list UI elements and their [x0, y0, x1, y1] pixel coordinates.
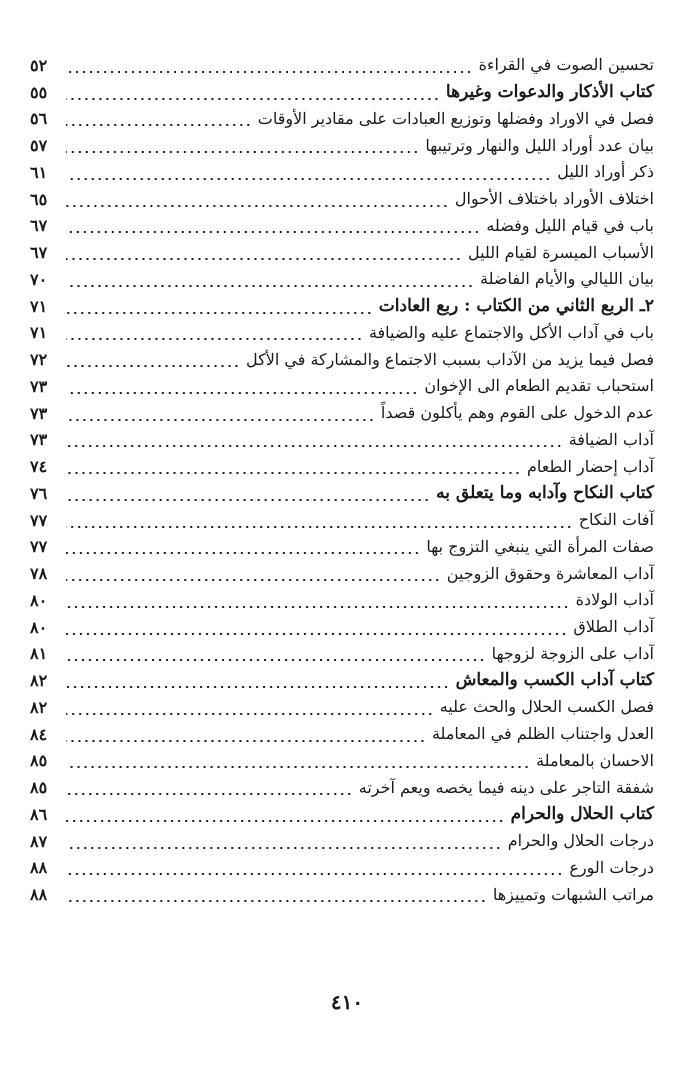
toc-entry	[30, 239, 654, 266]
toc-entry	[30, 721, 654, 748]
toc-entry-page: ٨٥	[30, 751, 48, 771]
toc-entry	[30, 694, 654, 721]
toc-entry-page: ٨٧	[30, 831, 48, 851]
toc-entry-title: درجات الحلال والحرام	[504, 833, 654, 849]
toc-entry-title: الاحسان بالمعاملة	[532, 753, 654, 769]
toc-entry	[30, 132, 654, 159]
toc-entry	[30, 266, 654, 293]
toc-entry	[30, 774, 654, 801]
dot-leader	[66, 445, 563, 447]
dot-leader	[66, 419, 375, 421]
toc-entry-title: باب في قيام الليل وفضله	[482, 218, 654, 234]
toc-entry	[30, 106, 654, 133]
toc-entry	[30, 614, 654, 641]
toc-entry-title: ذكر أوراد الليل	[553, 164, 654, 180]
toc-entry-page: ٧٨	[30, 564, 48, 584]
toc-entry	[30, 748, 654, 775]
dot-leader	[66, 633, 567, 635]
toc-section-heading	[30, 293, 654, 320]
toc-entry	[30, 373, 654, 400]
toc-entry-title: شفقة التاجر على دينه فيما يخصه ويعم آخرته	[355, 780, 654, 796]
toc-entry-page: ٨٨	[30, 858, 48, 878]
toc-entry-page: ٨٥	[30, 778, 48, 798]
dot-leader	[66, 178, 551, 180]
toc-entry-title: فصل في الاوراد وفضلها وتوزيع العبادات على مقادير الأوقات	[254, 111, 654, 127]
dot-leader	[66, 659, 486, 661]
toc-entry-title: مراتب الشبهات وتمييزها	[489, 887, 654, 903]
toc-entry-page: ٨٠	[30, 617, 48, 637]
toc-entry-page: ٧٣	[30, 376, 48, 396]
dot-leader	[66, 499, 430, 501]
toc-section-heading	[30, 79, 654, 106]
dot-leader	[66, 686, 450, 688]
toc-entry-title: تحسين الصوت في القراءة	[475, 57, 654, 73]
toc-entry	[30, 52, 654, 79]
toc-entry-page: ٦١	[30, 162, 48, 182]
toc-entry	[30, 855, 654, 882]
dot-leader	[66, 526, 573, 528]
toc-entry-title: بيان عدد أوراد الليل والنهار وترتيبها	[421, 138, 654, 154]
toc-entry	[30, 346, 654, 373]
dot-leader	[66, 820, 505, 822]
toc-entry-page: ٨٠	[30, 590, 48, 610]
toc-entry-title: فصل فيما يزيد من الآداب بسبب الاجتماع والمشاركة في الأكل	[242, 352, 654, 368]
toc-entry-page: ٨٢	[30, 697, 48, 717]
toc-entry-title: كتاب الحلال والحرام	[507, 806, 654, 823]
toc-entry-title: كتاب آداب الكسب والمعاش	[452, 672, 654, 689]
toc-entry-page: ٨٨	[30, 885, 48, 905]
toc-entry-title: ٢ـ الربع الثاني من الكتاب : ربع العادات	[375, 298, 654, 315]
toc-section-heading	[30, 801, 654, 828]
toc-entry-page: ٧٤	[30, 457, 48, 477]
dot-leader	[66, 258, 462, 260]
toc-entry	[30, 587, 654, 614]
dot-leader	[66, 766, 530, 768]
toc-section-heading	[30, 480, 654, 507]
dot-leader	[66, 365, 240, 367]
toc-entry-page: ٧٧	[30, 510, 48, 530]
toc-entry-page: ٥٧	[30, 136, 48, 156]
toc-entry-page: ٨١	[30, 644, 48, 664]
toc-entry-title: آداب الطلاق	[569, 619, 654, 635]
toc-entry	[30, 400, 654, 427]
toc-entry	[30, 159, 654, 186]
toc-entry-title: كتاب النكاح وآدابه وما يتعلق به	[432, 485, 654, 502]
toc-entry	[30, 453, 654, 480]
toc-entry	[30, 828, 654, 855]
toc-entry-title: آداب الولادة	[572, 592, 654, 608]
dot-leader	[66, 847, 502, 849]
page-number: ٤١٠	[330, 990, 364, 1014]
dot-leader	[66, 472, 521, 474]
dot-leader	[66, 713, 434, 715]
toc-entry-page: ٧٣	[30, 403, 48, 423]
toc-entry-page: ٧٣	[30, 430, 48, 450]
toc-entry-title: آفات النكاح	[575, 512, 654, 528]
toc-entry-title: صفات المرأة التي ينبغي التزوج بها	[422, 539, 654, 555]
toc-entry	[30, 560, 654, 587]
toc-entry-title: الأسباب الميسرة لقيام الليل	[464, 245, 654, 261]
toc-entry-page: ٦٧	[30, 216, 48, 236]
dot-leader	[66, 231, 480, 233]
dot-leader	[66, 793, 353, 795]
toc-entry	[30, 641, 654, 668]
dot-leader	[66, 285, 474, 287]
dot-leader	[66, 338, 363, 340]
dot-leader	[66, 900, 487, 902]
toc-entry-title: فصل الكسب الحلال والحث عليه	[436, 699, 654, 715]
toc-entry-title: العدل واجتناب الظلم في المعاملة	[428, 726, 654, 742]
toc-entry-page: ٧٦	[30, 483, 48, 503]
toc-entry-page: ٦٧	[30, 243, 48, 263]
toc-entry	[30, 427, 654, 454]
toc-entry-title: بيان الليالي والأيام الفاضلة	[476, 271, 654, 287]
toc-entry-page: ٧١	[30, 296, 48, 316]
toc-entry	[30, 186, 654, 213]
toc-entry	[30, 881, 654, 908]
toc-entry	[30, 320, 654, 347]
dot-leader	[66, 312, 373, 314]
dot-leader	[66, 552, 420, 554]
toc-entry-title: درجات الورع	[565, 860, 654, 876]
toc-entry	[30, 507, 654, 534]
toc-section-heading	[30, 667, 654, 694]
toc-entry-title: آداب الضيافة	[565, 432, 654, 448]
dot-leader	[66, 740, 426, 742]
toc-entry-page: ٥٢	[30, 55, 48, 75]
toc-entry-title: آداب إحضار الطعام	[523, 459, 654, 475]
toc-entry-title: باب في آداب الأكل والاجتماع عليه والضيافة	[365, 325, 654, 341]
dot-leader	[66, 98, 440, 100]
dot-leader	[66, 873, 563, 875]
toc-entry-title: استحباب تقديم الطعام الى الإخوان	[420, 378, 654, 394]
dot-leader	[66, 124, 252, 126]
toc-entry-title: عدم الدخول على القوم وهم يأكلون قصداً	[377, 405, 654, 421]
dot-leader	[66, 71, 473, 73]
dot-leader	[66, 606, 570, 608]
toc-entry	[30, 213, 654, 240]
dot-leader	[66, 205, 449, 207]
toc-entry-page: ٧٧	[30, 537, 48, 557]
toc-entry-page: ٧٢	[30, 350, 48, 370]
toc-entry-page: ٧١	[30, 323, 48, 343]
toc-entry-page: ٦٥	[30, 189, 48, 209]
toc-entry	[30, 534, 654, 561]
toc-entry-page: ٧٠	[30, 269, 48, 289]
toc-entry-page: ٥٥	[30, 82, 48, 102]
toc-entry-title: آداب المعاشرة وحقوق الزوجين	[443, 566, 654, 582]
toc-entry-title: آداب على الزوجة لزوجها	[488, 646, 654, 662]
dot-leader	[66, 579, 441, 581]
toc-entry-page: ٨٦	[30, 804, 48, 824]
table-of-contents	[30, 52, 654, 908]
toc-entry-title: اختلاف الأوراد باختلاف الأحوال	[451, 191, 654, 207]
dot-leader	[66, 151, 419, 153]
toc-entry-title: كتاب الأذكار والدعوات وغيرها	[442, 84, 654, 101]
dot-leader	[66, 392, 418, 394]
toc-entry-page: ٨٢	[30, 671, 48, 691]
toc-entry-page: ٥٦	[30, 109, 48, 129]
toc-entry-page: ٨٤	[30, 724, 48, 744]
